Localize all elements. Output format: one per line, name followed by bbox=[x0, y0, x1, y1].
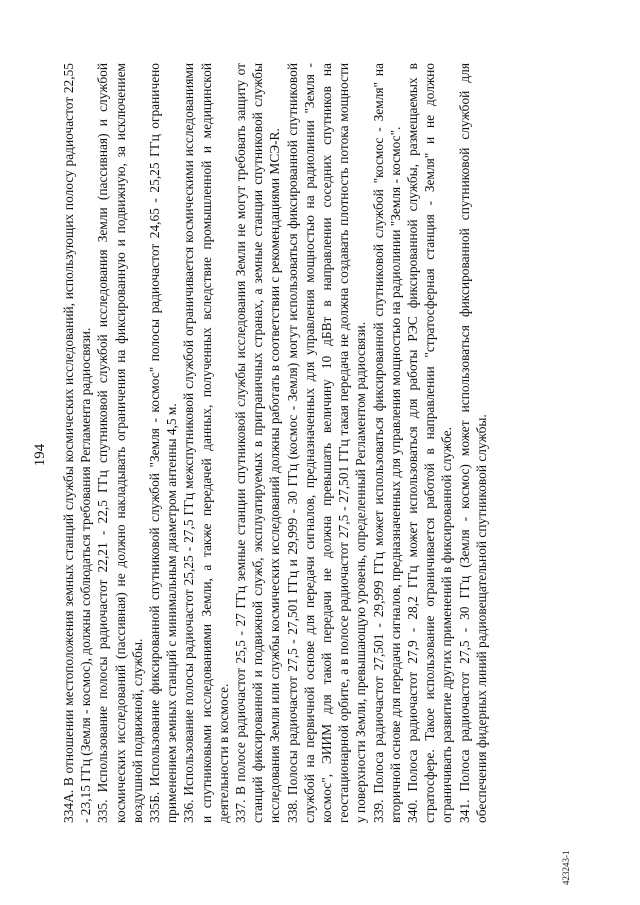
paragraph-335: 335. Использование полосы радиочастот 22,21 - 22,5 ГГц спутниковой службой исследования Земли (пассивная) и службой космических исследований (пассивная) не должно накладывать ограничения на фиксированную и подвижную, за исключением воздушной подвижной, службы. bbox=[95, 63, 145, 823]
paragraph-337: 337. В полосе радиочастот 25,5 - 27 ГГц земные станции спутниковой службы исследования Земли не могут требовать защиту от станций фиксированной и подвижной служб, эксплуатируемых в приграничных странах, а земные станции спутниковой службы исследования Земли или службы космических исследований должны работать в соответствии с рекомендациями МСЭ-R. bbox=[233, 63, 283, 823]
document-body bbox=[60, 63, 490, 823]
paragraph-335b: 335Б. Использование фиксированной спутниковой службой "Земля - космос" полосы радиочастот 24,65 - 25,25 ГГц ограничено применением земных станций с минимальным диаметром антенны 4,5 м. bbox=[147, 63, 180, 823]
paragraph-340: 340. Полоса радиочастот 27,9 - 28,2 ГГц может использоваться для работы РЭС фиксированной службы, размещаемых в стратосфере. Такое использование ограничивается работой в направлении "стратосферная станция - Земля" и не должно ограничивать развитие других применений в фиксированной службе. bbox=[405, 63, 455, 823]
paragraph-338: 338. Полосы радиочастот 27,5 - 27,501 ГГц и 29,999 - 30 ГГц (космос - Земля) могут использоваться фиксированной спутниковой службой на первичной основе для передачи сигналов, предназначенных для управления мощностью на радиолинии "Земля - космос", ЭИИМ для такой передачи не должна превышать величину 10 дБВт в направлении соседних спутников на геостационарной орбите, а в полосе радиочастот 27,5 - 27,501 ГГц такая передача не должна создавать плотность потока мощности у поверхности Земли, превышающую уровень, определенный Регламентом радиосвязи. bbox=[284, 63, 369, 823]
paragraph-334a: 334А. В отношении местоположения земных станций службы космических исследований, использующих полосу радиочастот 22,55 - 23,15 ГГц (Земля - космос), должны соблюдаться требования Регламента радиосвязи. bbox=[61, 63, 94, 823]
page-number: 194 bbox=[32, 443, 48, 467]
paragraph-341: 341. Полоса радиочастот 27,5 - 30 ГГц (Земля - космос) может использоваться фиксированной спутниковой службой для обеспечения фидерных линий радиовещательной спутниковой службы. bbox=[456, 63, 489, 823]
rotated-page bbox=[30, 25, 590, 885]
paragraph-336: 336. Использование полосы радиочастот 25,25 - 27,5 ГГц межспутниковой службой ограничивается космическими исследованиями и спутниковыми исследованиями Земли, а также передачей данных, полученных вследствие промышленной и медицинской деятельности в космосе. bbox=[181, 63, 231, 823]
paragraph-339: 339. Полоса радиочастот 27,501 - 29,999 ГГц может использоваться фиксированной спутниковой службой "космос - Земля" на вторичной основе для передачи сигналов, предназначенных для управления мощностью на радиолинии "Земля - космос". bbox=[370, 63, 403, 823]
document-code: 423243-1 bbox=[561, 850, 571, 885]
